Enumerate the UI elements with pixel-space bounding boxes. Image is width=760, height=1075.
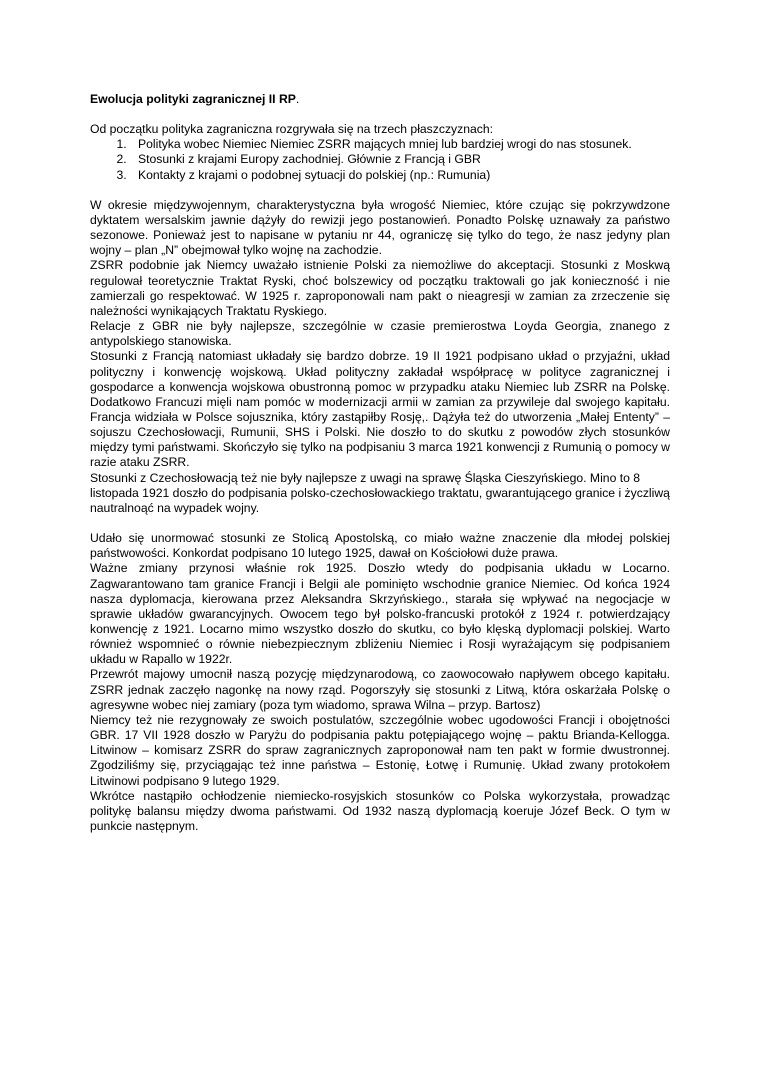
- paragraph-may-coup: Przewrót majowy umocnił naszą pozycję międzynarodową, co zaowocowało napływem obcego kapitału. ZSRR jednak zaczęło nagonkę na nowy rząd. Pogorszyły się stosunki z Litwą, która oskarżała Polskę o agresywne wobec niej zamiary (poza tym wiadomo, sprawa Wilna – przyp. Bartosz): [90, 667, 670, 712]
- document-title: [90, 92, 670, 107]
- paragraph-ussr: ZSRR podobnie jak Niemcy uważało istnienie Polski za niemożliwe do akceptacji. Stosunki z Moskwą regulował teoretycznie Traktat Ryski, choć bolszewicy od początku traktowali go jak konieczność i nie zamierzali go respektować. W 1925 r. zaproponowali nam pakt o nieagresji w zamian za zrzeczenie się należności wynikających Traktatu Ryskiego.: [90, 258, 670, 318]
- intro-paragraph: Od początku polityka zagraniczna rozgrywała się na trzech płaszczyznach:: [90, 122, 494, 137]
- paragraph-balance: Wkrótce nastąpiło ochłodzenie niemiecko-rosyjskich stosunków co Polska wykorzystała, prowadząc politykę balansu między dwoma państwami. Od 1932 naszą dyplomacją koeruje Józef Beck. O tym w punkcie następnym.: [90, 788, 670, 834]
- paragraph-germany: W okresie międzywojennym, charakterystyczna była wrogość Niemiec, które czując się pokrzywdzone dyktatem wersalskim jawnie dążyły do rewizji jego postanowień. Ponadto Polskę uznawały za państwo sezonowe. Ponieważ jest to napisane w pytaniu nr 44, ograniczę się tylko do tego, że nasz jedyny plan wojny – plan „N” obejmował tylko wojnę na zachodzie.: [90, 197, 670, 258]
- list-item: 3. Kontakty z krajami o podobnej sytuacji do polskiej (np.: Rumunia): [130, 168, 670, 183]
- title-suffix: .: [295, 92, 300, 106]
- paragraph-gap: [90, 516, 670, 531]
- paragraph-kellogg: Niemcy też nie rezygnowały ze swoich postulatów, szczególnie wobec ugodowości Francji i obojętności GBR. 17 VII 1928 doszło w Paryżu do podpisania paktu potępiającego wojnę – paktu Brianda-Kellogga. Litwinow – komisarz ZSRR do spraw zagranicznych zaproponował nam ten pakt w formie dwustronnej. Zgodziliśmy się, przyciągając też inne państwa – Estonię, Łotwę i Rumunię. Układ zwany protokołem Litwinowi podpisano 9 lutego 1929.: [90, 712, 670, 788]
- document-page: [90, 92, 670, 834]
- list-item: 1. Polityka wobec Niemiec Niemiec ZSRR mających mniej lub bardziej wrogi do nas stosunek.: [130, 137, 670, 152]
- list-item: 2. Stosunki z krajami Europy zachodniej. Głównie z Francją i GBR: [130, 152, 670, 167]
- paragraph-gbr: Relacje z GBR nie były najlepsze, szczególnie w czasie premierostwa Loyda Georgia, znanego z antypolskiego stanowiska.: [90, 319, 670, 349]
- paragraph-gap: [90, 183, 670, 198]
- paragraph-holy-see: Udało się unormować stosunki ze Stolicą Apostolską, co miało ważne znaczenie dla młodej polskiej państwowości. Konkordat podpisano 10 lutego 1925, dawał on Kościołowi duże prawa.: [90, 531, 670, 561]
- planes-list: [90, 137, 670, 182]
- paragraph-france: Stosunki z Francją natomiast układały się bardzo dobrze. 19 II 1921 podpisano układ o przyjaźni, układ polityczny i konwencję wojskową. Układ polityczny zakładał współpracę w polityce zagranicznej i gospodarce a konwencja wojskowa obustronną pomoc w przypadku ataku Niemiec lub ZSRR na Polskę. Dodatkowo Francuzi mięli nam pomóc w modernizacji armii w zamian za przywileje dal swojego kapitału. Francja widziała w Polsce sojusznika, który zastąpiłby Rosję,. Dążyła też do utworzenia „Małej Ententy” – sojuszu Czechosłowacji, Rumunii, SHS i Polski. Nie doszło to do skutku z powodów złych stosunków między tymi państwami. Skończyło się tylko na podpisaniu 3 marca 1921 konwencji z Rumunią o pomocy w razie ataku ZSRR.: [90, 349, 670, 470]
- title-text: Ewolucja polityki zagranicznej II RP: [90, 92, 296, 106]
- paragraph-czechoslovakia: Stosunki z Czechosłowacją też nie były najlepsze z uwagi na sprawę Śląska Cieszyńskiego. Mino to 8 listopada 1921 doszło do podpisania polsko-czechosłowackiego traktatu, gwarantującego granice i życzliwą nautralnoąć na wypadek wojny.: [90, 470, 670, 515]
- paragraph-locarno: Ważne zmiany przynosi właśnie rok 1925. Doszło wtedy do podpisania układu w Locarno. Zagwarantowano tam granice Francji i Belgii ale pominięto wschodnie granice Niemiec. Od końca 1924 nasza dyplomacja, kierowana przez Aleksandra Skrzyńskiego., starała się wpływać na negocjacje w sprawie układów gwarancyjnych. Owocem tego był polsko-francuski protokół z 1924 r. potwierdzający konwencję z 1921. Locarno mimo wszystko doszło do skutku, co było klęską dyplomacji polskiej. Warto również wspomnieć o równie niebezpiecznym zbliżeniu Niemiec i Rosji wyrażającym się podpisaniem układu w Rapallo w 1922r.: [90, 561, 670, 667]
